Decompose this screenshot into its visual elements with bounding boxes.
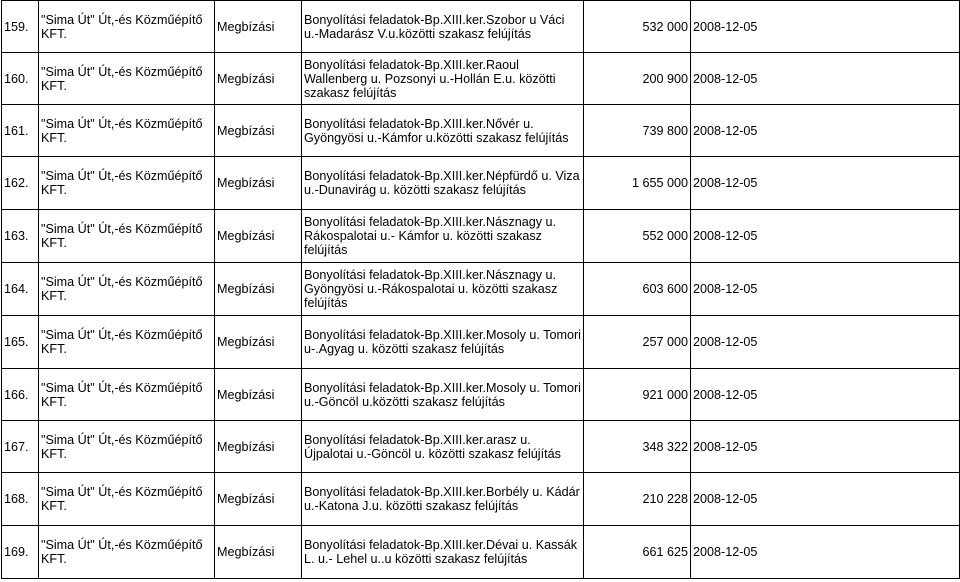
contractor-name: "Sima Út" Út,-és Közműépítő KFT. xyxy=(39,105,215,157)
contract-amount: 200 900 xyxy=(584,53,691,105)
contract-description: Bonyolítási feladatok-Bp.XIII.ker.Dévai u. Kassák L. u.- Lehel u..u közötti szakasz felújítás xyxy=(302,526,584,579)
contract-amount: 1 655 000 xyxy=(584,157,691,210)
row-number: 163. xyxy=(2,210,39,263)
contract-amount: 603 600 xyxy=(584,263,691,316)
row-number: 164. xyxy=(2,263,39,316)
table-row xyxy=(2,369,960,421)
contractor-name: "Sima Út" Út,-és Közműépítő KFT. xyxy=(39,157,215,210)
contract-description: Bonyolítási feladatok-Bp.XIII.ker.Raoul Wallenberg u. Pozsonyi u.-Hollán E.u. közötti szakasz felújítás xyxy=(302,53,584,105)
contract-description: Bonyolítási feladatok-Bp.XIII.ker.Nővér u. Gyöngyösi u.-Kámfor u.közötti szakasz felújítás xyxy=(302,105,584,157)
contract-date: 2008-12-05 xyxy=(691,157,960,210)
contract-amount: 210 228 xyxy=(584,473,691,526)
row-number: 166. xyxy=(2,369,39,421)
row-number: 168. xyxy=(2,473,39,526)
contract-date: 2008-12-05 xyxy=(691,526,960,579)
contractor-name: "Sima Út" Út,-és Közműépítő KFT. xyxy=(39,210,215,263)
contract-amount: 739 800 xyxy=(584,105,691,157)
contract-amount: 661 625 xyxy=(584,526,691,579)
contract-amount: 921 000 xyxy=(584,369,691,421)
contract-date: 2008-12-05 xyxy=(691,369,960,421)
contractor-name: "Sima Út" Út,-és Közműépítő KFT. xyxy=(39,53,215,105)
row-number: 167. xyxy=(2,421,39,473)
contract-type: Megbízási xyxy=(215,316,302,369)
contract-date: 2008-12-05 xyxy=(691,53,960,105)
row-number: 169. xyxy=(2,526,39,579)
contract-type: Megbízási xyxy=(215,263,302,316)
contractor-name: "Sima Út" Út,-és Közműépítő KFT. xyxy=(39,526,215,579)
contract-date: 2008-12-05 xyxy=(691,316,960,369)
contract-amount: 552 000 xyxy=(584,210,691,263)
row-number: 162. xyxy=(2,157,39,210)
table-row xyxy=(2,526,960,579)
contract-amount: 257 000 xyxy=(584,316,691,369)
contract-date: 2008-12-05 xyxy=(691,473,960,526)
contractor-name: "Sima Út" Út,-és Közműépítő KFT. xyxy=(39,263,215,316)
contract-type: Megbízási xyxy=(215,421,302,473)
table-row xyxy=(2,1,960,53)
contract-type: Megbízási xyxy=(215,105,302,157)
contract-amount: 532 000 xyxy=(584,1,691,53)
contract-date: 2008-12-05 xyxy=(691,263,960,316)
contract-description: Bonyolítási feladatok-Bp.XIII.ker.Násznagy u. Gyöngyösi u.-Rákospalotai u. közötti szakasz felújítás xyxy=(302,263,584,316)
contract-type: Megbízási xyxy=(215,473,302,526)
contract-description: Bonyolítási feladatok-Bp.XIII.ker.Mosoly u. Tomori u-.Agyag u. közötti szakasz felújítás xyxy=(302,316,584,369)
contractor-name: "Sima Út" Út,-és Közműépítő KFT. xyxy=(39,316,215,369)
contract-description: Bonyolítási feladatok-Bp.XIII.ker.arasz u. Újpalotai u.-Göncöl u. közötti szakasz felújítás xyxy=(302,421,584,473)
contracts-table xyxy=(1,0,960,579)
contractor-name: "Sima Út" Út,-és Közműépítő KFT. xyxy=(39,473,215,526)
table-row xyxy=(2,316,960,369)
contractor-name: "Sima Út" Út,-és Közműépítő KFT. xyxy=(39,421,215,473)
contract-date: 2008-12-05 xyxy=(691,421,960,473)
contract-type: Megbízási xyxy=(215,157,302,210)
contract-date: 2008-12-05 xyxy=(691,210,960,263)
table-row xyxy=(2,53,960,105)
contract-type: Megbízási xyxy=(215,369,302,421)
contractor-name: "Sima Út" Út,-és Közműépítő KFT. xyxy=(39,369,215,421)
table-row xyxy=(2,105,960,157)
row-number: 165. xyxy=(2,316,39,369)
contract-amount: 348 322 xyxy=(584,421,691,473)
table-row xyxy=(2,473,960,526)
row-number: 159. xyxy=(2,1,39,53)
table-row xyxy=(2,210,960,263)
table-row xyxy=(2,263,960,316)
contract-type: Megbízási xyxy=(215,53,302,105)
contract-type: Megbízási xyxy=(215,210,302,263)
table-row xyxy=(2,157,960,210)
table-row xyxy=(2,421,960,473)
contract-description: Bonyolítási feladatok-Bp.XIII.ker.Násznagy u. Rákospalotai u.- Kámfor u. közötti szakasz felújítás xyxy=(302,210,584,263)
contract-date: 2008-12-05 xyxy=(691,1,960,53)
contract-date: 2008-12-05 xyxy=(691,105,960,157)
row-number: 161. xyxy=(2,105,39,157)
contractor-name: "Sima Út" Út,-és Közműépítő KFT. xyxy=(39,1,215,53)
contract-description: Bonyolítási feladatok-Bp.XIII.ker.Szobor u Váci u.-Madarász V.u.közötti szakasz felújítás xyxy=(302,1,584,53)
contract-type: Megbízási xyxy=(215,1,302,53)
contract-type: Megbízási xyxy=(215,526,302,579)
row-number: 160. xyxy=(2,53,39,105)
contract-description: Bonyolítási feladatok-Bp.XIII.ker.Mosoly u. Tomori u.-Göncöl u.közötti szakasz felújítás xyxy=(302,369,584,421)
contract-description: Bonyolítási feladatok-Bp.XIII.ker.Borbély u. Kádár u.-Katona J.u. közötti szakasz felújítás xyxy=(302,473,584,526)
contract-description: Bonyolítási feladatok-Bp.XIII.ker.Népfürdő u. Viza u.-Dunavirág u. közötti szakasz felújítás xyxy=(302,157,584,210)
